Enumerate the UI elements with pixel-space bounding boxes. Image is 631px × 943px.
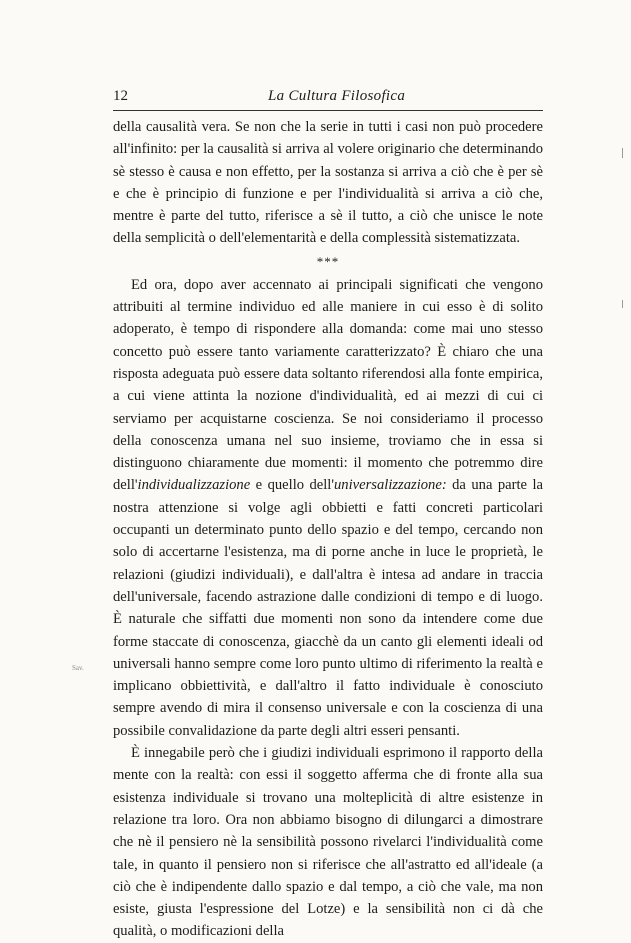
edge-mark xyxy=(622,300,623,308)
header-rule xyxy=(113,110,543,111)
italic-term: universalizzazione: xyxy=(334,477,447,494)
page-number: 12 xyxy=(113,88,128,104)
edge-mark xyxy=(622,148,623,158)
paragraph-2 xyxy=(113,274,543,742)
text-run: e quello dell' xyxy=(250,477,334,494)
body-text xyxy=(113,116,543,943)
text-run: È innegabile però che i giudizi individuali esprimono il rapporto della mente con la realtà: con essi il soggetto afferma che di fronte alla sua esistenza individuale si trovano una molteplicità di altre esistenze in relazione tra loro. Ora non abbiamo bisogno di dilungarci a dimostrare che nè il pensiero nè la sensibilità possono rivelarci l'individualità come tale, in quanto il pensiero non si riferisce che all'astratto ed all'ideale (a ciò che è indipendente dallo spazio e dal tempo, a ciò che vale, ma non esiste, giusta l'espressione del Lotze) e la sensibilità non ci dà che qualità, o modificazioni della xyxy=(113,745,543,940)
text-run: da una parte la nostra attenzione si volge agli obbietti e fatti concreti particolari occupanti un determinato punto dello spazio e del tempo, cercando non solo di accertarne l'esistenza, ma di porne anche in luce le proprietà, le relazioni (giudizi individuali), e dall'altra è intesa ad andare in traccia dell'universale, facendo astrazione dalle condizioni di tempo e di luogo. È naturale che siffatti due momenti non sono da intendere come due forme staccate di conoscenza, giacchè da un canto gli elementi ideali od universali hanno sempre come loro punto ultimo di riferimento la realtà e implicano obbiettività, e dall'altro il fatto individuale è conosciuto sempre avendo di mira il consenso universale e con la coscienza di una possibile convalidazione da parte degli altri esseri pensanti. xyxy=(113,477,543,739)
page-header xyxy=(113,88,543,110)
asterism-separator: *** xyxy=(316,253,340,269)
text-run: della causalità vera. Se non che la serie in tutti i casi non può procedere all'infinito: per la causalità si arriva al volere originario che determinando sè stesso è causa e non effetto, per la sostanza si arriva a ciò che è per sè e che è principio di funzione e per l'individualità si arriva a ciò che, mentre è parte del tutto, riferisce a sè il tutto, a ciò che unisce le note della semplicità o dell'elementarità e della complessità sistematizzata. xyxy=(113,119,543,247)
paragraph-1 xyxy=(113,116,543,250)
paragraph-3 xyxy=(113,742,543,943)
italic-term: individualizzazione xyxy=(137,477,251,494)
margin-note: Sav. xyxy=(72,664,84,672)
running-title: La Cultura Filosofica xyxy=(268,88,406,104)
text-run: Ed ora, dopo aver accennato ai principali significati che vengono attribuiti al termine individuo ed alle maniere in cui esso è di solito adoperato, è tempo di rispondere alla domanda: come mai uno stesso concetto può essere tanto variamente caratterizzato? È chiaro che una risposta adeguata può essere data soltanto riferendosi alla fonte empirica, a cui viene attinta la nozione d'individualità, ed ai mezzi di cui ci serviamo per acquistarne coscienza. Se noi consideriamo il processo della conoscenza umana nel suo insieme, troviamo che in essa si distinguono chiaramente due momenti: il momento che potremmo dire dell' xyxy=(113,276,543,494)
